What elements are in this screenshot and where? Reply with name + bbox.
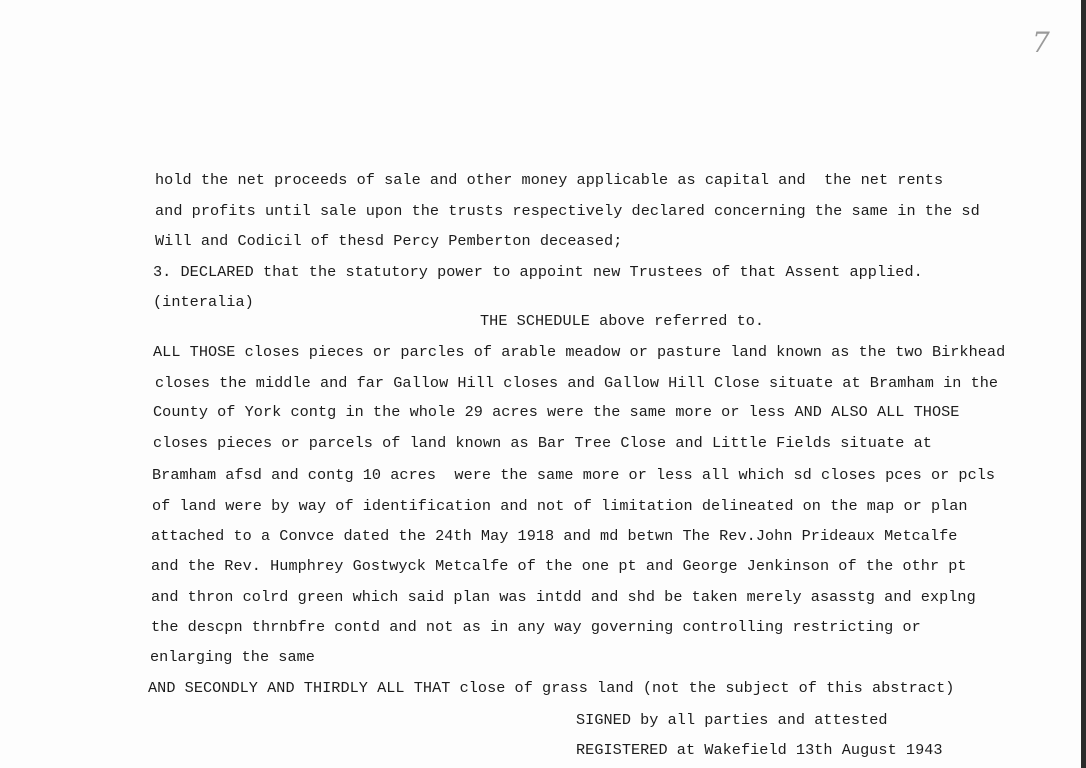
secondly-thirdly-clause: AND SECONDLY AND THIRDLY ALL THAT close of grass land (not the subject of this abstract) [148,679,955,697]
schedule-line: enlarging the same [150,648,315,666]
signed-attestation: SIGNED by all parties and attested [576,711,888,729]
clause-3: 3. DECLARED that the statutory power to appoint new Trustees of that Assent applied. [153,263,923,281]
schedule-line: closes pieces or parcels of land known as Bar Tree Close and Little Fields situate at [153,434,932,452]
schedule-line: closes the middle and far Gallow Hill closes and Gallow Hill Close situate at Bramham in the [155,374,999,392]
interalia-note: (interalia) [153,293,254,311]
text-line: and profits until sale upon the trusts respectively declared concerning the same in the sd [155,202,980,220]
text-line: hold the net proceeds of sale and other money applicable as capital and the net rents [155,171,944,189]
schedule-line: ALL THOSE closes pieces or parcles of arable meadow or pasture land known as the two Birkhead [153,343,1006,361]
schedule-line: of land were by way of identification and not of limitation delineated on the map or plan [152,497,968,515]
page-number: 7 [1032,26,1050,59]
text-line: Will and Codicil of thesd Percy Pemberton deceased; [155,232,623,250]
schedule-line: attached to a Convce dated the 24th May 1918 and md betwn The Rev.John Prideaux Metcalfe [151,527,958,545]
schedule-heading: THE SCHEDULE above referred to. [480,312,765,330]
schedule-line: and thron colrd green which said plan was intdd and shd be taken merely asasstg and explng [151,588,976,606]
schedule-line: County of York contg in the whole 29 acres were the same more or less AND ALSO ALL THOSE [153,403,960,421]
schedule-line: and the Rev. Humphrey Gostwyck Metcalfe of the one pt and George Jenkinson of the othr pt [151,557,967,575]
schedule-line: Bramham afsd and contg 10 acres were the same more or less all which sd closes pces or pcls [152,466,996,484]
registration-note: REGISTERED at Wakefield 13th August 1943 [576,741,943,759]
scan-edge [1081,0,1086,768]
schedule-line: the descpn thrnbfre contd and not as in any way governing controlling restricting or [151,618,921,636]
